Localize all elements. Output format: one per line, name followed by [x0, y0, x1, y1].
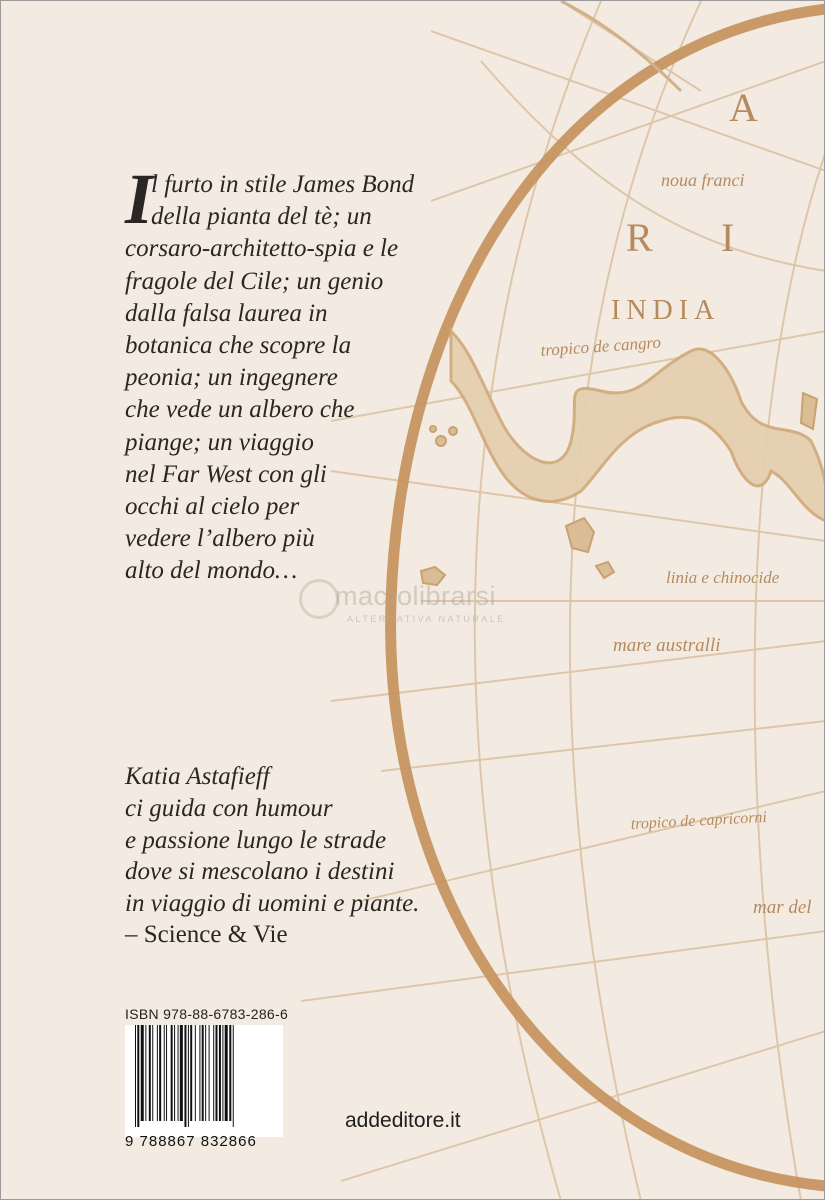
barcode-bar	[195, 1025, 196, 1121]
barcode-bar	[171, 1025, 173, 1121]
barcode-digits: 9 788867 832866	[125, 1133, 257, 1150]
barcode-bar	[233, 1025, 234, 1127]
barcode-bar	[166, 1025, 167, 1121]
barcode-bar	[178, 1025, 179, 1121]
intro-line: corsaro-architetto-spia e le	[125, 235, 399, 263]
barcode-bar	[174, 1025, 175, 1121]
barcode-bar	[219, 1025, 221, 1121]
quote-line: ci guida con humour	[125, 794, 333, 822]
intro-line: vedere l’albero più	[125, 525, 315, 553]
map-label-linia: linia e chinocide	[666, 568, 780, 587]
drop-cap: I	[125, 159, 154, 239]
intro-line: botanica che scopre la	[125, 332, 352, 360]
barcode-bar	[164, 1025, 165, 1121]
watermark-subtitle: ALTERNATIVA NATURALE	[347, 614, 506, 624]
barcode-bar	[190, 1025, 192, 1121]
barcode-bar	[135, 1025, 136, 1127]
map-label-tropico-capricorni: tropico de capricorni	[630, 808, 768, 833]
quote-line: in viaggio di uomini e piante.	[125, 890, 420, 918]
publisher-website: addeditore.it	[345, 1109, 461, 1132]
barcode-bar	[199, 1025, 200, 1121]
barcode-bars	[133, 1025, 275, 1127]
coastline	[451, 331, 825, 521]
map-label-r: R	[626, 215, 653, 260]
barcode-bar	[229, 1025, 231, 1121]
quote-line: Katia Astafieff	[125, 763, 270, 790]
map-label-tropico-cangro: tropico de cangro	[539, 332, 662, 360]
quote-source: – Science & Vie	[125, 921, 288, 948]
barcode-bar	[159, 1025, 161, 1121]
barcode-bar	[145, 1025, 146, 1121]
barcode-bar	[157, 1025, 158, 1121]
intro-line: dalla falsa laurea in	[125, 299, 328, 327]
map-label-i: I	[721, 215, 735, 260]
barcode-bar	[209, 1025, 210, 1121]
quote-line: dove si mescolano i destini	[125, 858, 395, 886]
barcode-bar	[184, 1025, 186, 1127]
watermark-logo-icon	[299, 579, 339, 619]
intro-line: fragole del Cile; un genio	[125, 267, 384, 295]
barcode-bar	[213, 1025, 214, 1121]
barcode-bar	[180, 1025, 183, 1121]
isbn-label: ISBN 978-88-6783-286-6	[125, 1006, 289, 1022]
intro-line: della pianta del tè; un	[151, 203, 372, 231]
barcode-bar	[202, 1025, 204, 1121]
barcode-bar	[225, 1025, 228, 1121]
barcode-bar	[152, 1025, 153, 1121]
map-label-a: A	[729, 85, 758, 130]
map-label-india: INDIA	[611, 295, 721, 326]
review-quote	[125, 761, 419, 920]
intro-paragraph	[125, 159, 465, 588]
map-label-mare-australli: mare australli	[613, 635, 721, 656]
barcode	[125, 1025, 283, 1150]
intro-line: alto del mondo…	[125, 557, 298, 585]
map-label-noua: noua franci	[661, 170, 745, 190]
intro-line: nel Far West con gli	[125, 460, 327, 488]
barcode-bar	[149, 1025, 151, 1121]
intro-line: che vede un albero che	[125, 396, 355, 424]
barcode-bar	[188, 1025, 189, 1127]
barcode-bar	[137, 1025, 139, 1127]
intro-line: peonia; un ingegnere	[125, 364, 338, 392]
barcode-bar	[141, 1025, 144, 1121]
intro-line: piange; un viaggio	[125, 428, 314, 456]
quote-line: e passione lungo le strade	[125, 826, 387, 854]
map-label-mar-del: mar del	[753, 897, 812, 918]
intro-line: occhi al cielo per	[125, 493, 300, 521]
watermark-text: macrolibrarsi	[335, 581, 497, 611]
barcode-bar	[205, 1025, 206, 1121]
barcode-bar	[222, 1025, 223, 1121]
intro-line: l furto in stile James Bond	[151, 171, 415, 198]
barcode-bar	[216, 1025, 218, 1121]
